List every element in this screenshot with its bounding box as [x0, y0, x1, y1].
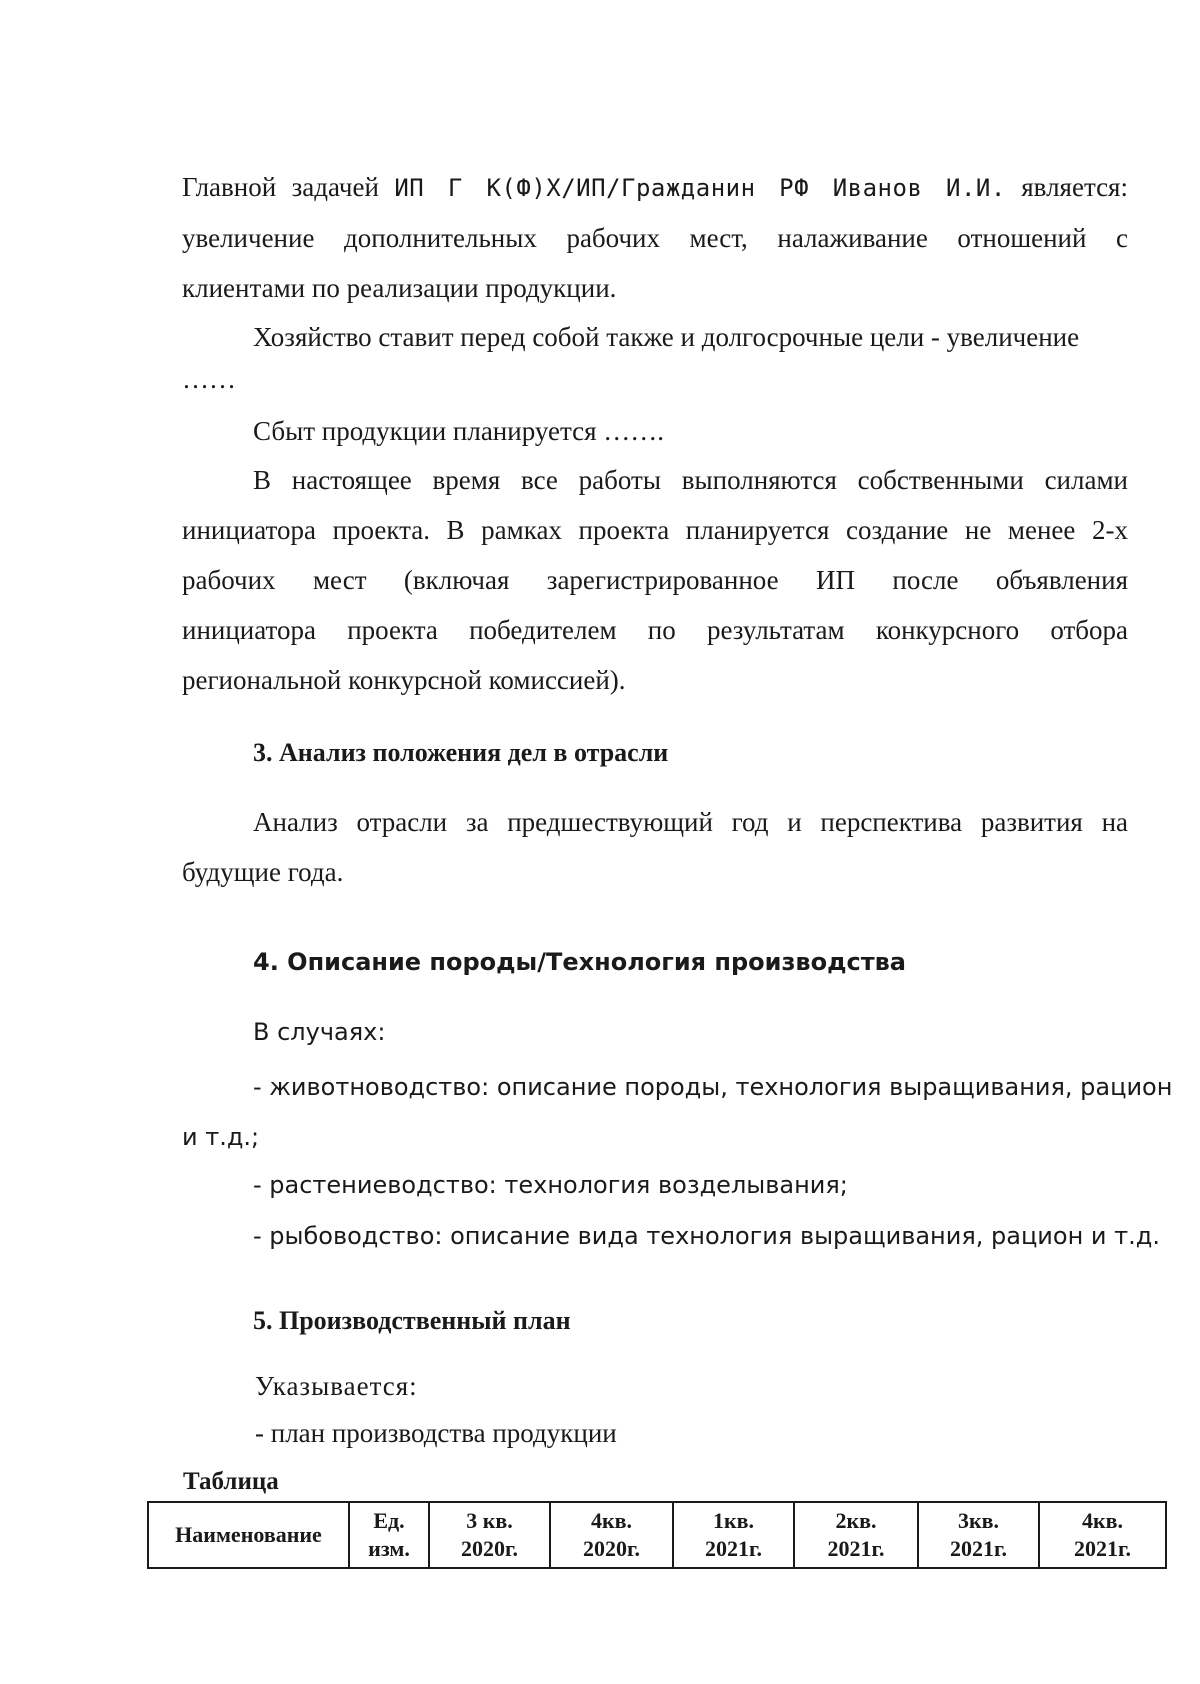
current-line-2: инициатора проекта. В рамках проекта планируется создание не менее 2-х — [182, 515, 1128, 545]
section-3-line-2: будущие года. — [182, 857, 344, 887]
section-4-item-2: - растениеводство: технология возделывания; — [253, 1171, 848, 1199]
current-line-4: инициатора проекта победителем по результатам конкурсного отбора — [182, 615, 1128, 645]
section-4-heading: 4. Описание породы/Технология производства — [253, 948, 906, 976]
section-4-item-3: - рыбоводство: описание вида технология выращивания, рацион и т.д. — [253, 1222, 1160, 1250]
section-4-item-1: - животноводство: описание породы, технология выращивания, рацион — [253, 1073, 1173, 1101]
section-5-heading: 5. Производственный план — [253, 1306, 571, 1335]
header-unit: Ед. изм. — [349, 1502, 429, 1568]
current-line-3: рабочих мест (включая зарегистрированное ИП после объявления — [182, 565, 1128, 595]
section-3-line-1: Анализ отрасли за предшествующий год и перспектива развития на — [253, 807, 1128, 837]
section-3-heading: 3. Анализ положения дел в отрасли — [253, 738, 669, 767]
table-header-row — [148, 1502, 1166, 1568]
section-3-paragraph — [182, 797, 1128, 897]
goals-line-2: …… — [182, 364, 236, 394]
table-caption: Таблица — [183, 1468, 279, 1495]
header-q3-2020: 3 кв. 2020г. — [429, 1502, 550, 1568]
section-5-indicated: Указывается: — [255, 1371, 418, 1401]
header-q4-2020: 4кв. 2020г. — [550, 1502, 673, 1568]
intro-line-2: увеличение дополнительных рабочих мест, налаживание отношений с — [182, 223, 1128, 253]
header-q2-2021: 2кв. 2021г. — [794, 1502, 918, 1568]
header-q3-2021: 3кв. 2021г. — [918, 1502, 1039, 1568]
header-q1-2021: 1кв. 2021г. — [673, 1502, 794, 1568]
production-plan-table — [147, 1501, 1167, 1569]
intro-line-3: клиентами по реализации продукции. — [182, 273, 617, 303]
intro-line-1-end: является: — [1005, 172, 1128, 202]
intro-line-1 — [182, 162, 1128, 213]
current-paragraph — [182, 455, 1128, 705]
current-line-1: В настоящее время все работы выполняются собственными силами — [253, 465, 1128, 495]
header-q4-2021: 4кв. 2021г. — [1039, 1502, 1166, 1568]
section-4-item-1-cont: и т.д.; — [182, 1123, 260, 1151]
header-name: Наименование — [148, 1502, 349, 1568]
sales-paragraph: Сбыт продукции планируется ……. — [253, 416, 664, 446]
section-4-cases: В случаях: — [253, 1018, 386, 1046]
current-line-5: региональной конкурсной комиссией). — [182, 665, 626, 695]
intro-paragraph — [182, 162, 1128, 313]
intro-line-1-start: Главной задачей — [182, 172, 395, 202]
applicant-name: ИП Г К(Ф)Х/ИП/Гражданин РФ Иванов И.И. — [394, 174, 1006, 202]
section-5-item-1: - план производства продукции — [255, 1418, 617, 1448]
goals-line-1: Хозяйство ставит перед собой также и долгосрочные цели - увеличение — [253, 322, 1080, 352]
